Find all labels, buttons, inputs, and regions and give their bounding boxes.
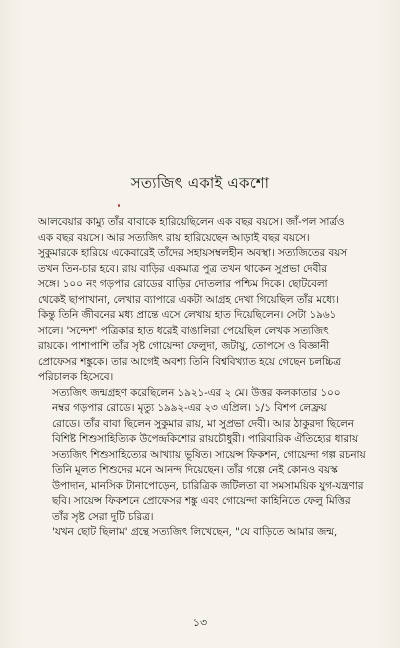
text-line: এক বছর বয়সে। আর সত্যজিৎ রায় হারিয়েছেন আড়াই বছর বয়সে। [38,231,310,244]
text-line: প্রোফেসর শঙ্কুকে। তার আগেই অবশ্য তিনি বিশ্ববিখ্যাত হয়ে গেছেন চলচ্চিত্র [38,355,341,368]
paragraph-3 [38,525,370,541]
text-line: সালে। 'সন্দেশ' পত্রিকার হাত ধরেই বাঙালিরা পেয়েছিল লেখক সত্যজিৎ [38,324,329,337]
text-line: তাঁর সৃষ্ট সেরা দুটি চরিত্র। [52,510,154,523]
text-line: পরিচালক হিসেবে। [38,371,114,383]
text-line: নম্বর গড়পার রোডে। মৃত্যু ১৯৯২-এর ২৩ এপ্রিল। ১/১ বিশপ লেফ্রয় [52,402,327,414]
text-line: সত্যজিৎ শিশুসাহিত্যের আখ্যায় ভূষিত। সায়েন্স ফিকশন, গোয়েন্দা গল্প রচনায় [52,448,366,461]
text-line: তিনি মূলত শিশুদের মনে আনন্দ দিয়েছেন। তাঁর গল্পে নেই কোনও বয়স্ক [52,464,338,476]
ink-speck [118,204,120,207]
text-line: 'যখন ছোট ছিলাম' গ্রন্থে সত্যজিৎ লিখেছেন, "যে বাড়িতে আমার জন্ম, [52,526,338,538]
text-line: বিশিষ্ট শিশুসাহিত্যিক উপেন্দ্রকিশোর রায়চৌধুরী। পারিবারিক ঐতিহ্যের ধারায় [52,433,359,445]
text-line: তখন তিন-চার হবে। রায় বাড়ির একমাত্র পুত্র তখন থাকেন সুপ্রভা দেবীর [38,262,327,275]
text-line: উপাদান, মানসিক টানাপোড়েন, চারিত্রিক জটিলতা বা সমসাময়িক যুগ-যন্ত্রণার [52,479,364,492]
text-line: রায়কে। পাশাপাশি তাঁর সৃষ্ট গোয়েন্দা ফেলুদা, জটায়ু, তোপসে ও বিজ্ঞানী [38,340,330,352]
paragraph-2 [38,386,370,526]
text-line: থেকেই ছাপাখানা, লেখার ব্যাপারে একটা আগ্রহ দেখা গিয়েছিল তাঁর মধ্যে। [38,293,339,306]
page-number: ১৩ [192,616,208,629]
text-line: আলবেয়ার কাম্যু তাঁর বাবাকে হারিয়েছিলেন এক বছর বয়সে। জাঁ-পল সার্ত্রও [38,216,345,228]
body-text [38,215,370,541]
text-line: সুকুমারকে হারিয়ে একেবারেই তাঁদের সহায়সম্বলহীন অবস্থা। সত্যজিতের বয়স [38,247,348,259]
text-line: কিন্তু তিনি জীবনের মধ্য প্রান্তে এসে লেখায় হাত দিয়েছিলেন। সেটা ১৯৬১ [38,309,337,321]
chapter-title: সত্যজিৎ একাই একশো [130,174,270,192]
text-line: সত্যজিৎ জন্মগ্রহণ করেছিলেন ১৯২১-এর ২ মে। উত্তর কলকাতার ১০০ [52,386,341,399]
text-line: ছবি। সায়েন্স ফিকশনে প্রোফেসর শঙ্কু এবং গোয়েন্দা কাহিনিতে ফেলু মিত্তির [52,495,351,507]
text-line: সঙ্গে। ১০০ নং গড়পার রোডের বাড়ির দোতলার পশ্চিম দিকে। ছোটবেলা [38,278,328,290]
text-line: রোডে। তাঁর বাবা ছিলেন সুকুমার রায়, মা সুপ্রভা দেবী। আর ঠাকুরদা ছিলেন [52,417,354,430]
paragraph-1 [38,215,370,386]
